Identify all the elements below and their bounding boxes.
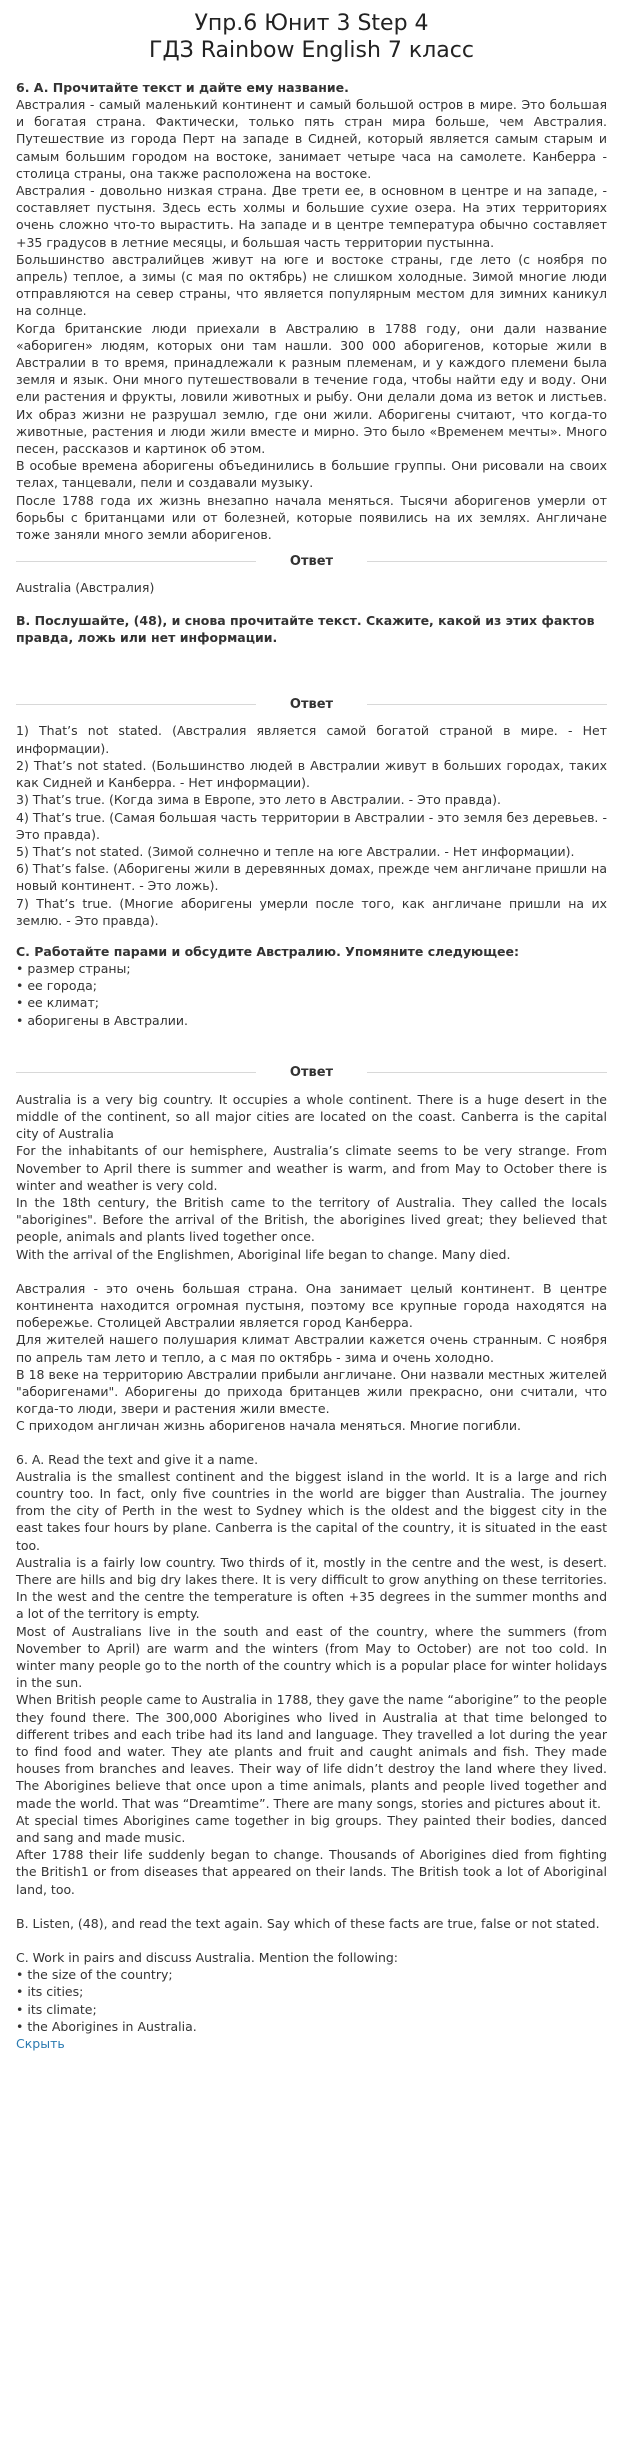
paragraph: With the arrival of the Englishmen, Aboriginal life began to change. Many died.	[16, 1246, 511, 1262]
list-item: • ее города;	[16, 978, 98, 994]
paragraph: В 18 веке на территорию Австралии прибыли англичане. Они назвали местных жителей "аборигенами". Аборигены до прихода британцев жили прекрасно, они считали, что когда-то люди, звери и растения жили вместе.	[16, 1366, 607, 1417]
answer-item: 2) That’s not stated. (Большинство людей в Австралии живут в больших городах, таких как Сидней и Канберра. - Нет информации).	[16, 757, 607, 791]
answer-a: Australia (Австралия)	[16, 580, 155, 596]
divider-line	[367, 561, 607, 562]
list-item: • its cities;	[16, 1984, 84, 2000]
answer-item: 1) That’s not stated. (Австралия является самой богатой страной в мире. - Нет информации).	[16, 723, 607, 756]
divider-line	[367, 1072, 607, 1073]
paragraph: Большинство австралийцев живут на юге и востоке страны, где лето (с ноября по апрель) теплое, а зимы (с мая по октябрь) не слишком холодные. Зимой многие люди отправляются на север страны, что является популярным местом для зимних каникул на солнце.	[16, 251, 607, 319]
list-item: • the Aborigines in Australia.	[16, 2018, 197, 2034]
paragraph: In the 18th century, the British came to the territory of Australia. They called the locals "aborigines". Before the arrival of the British, the aborigines lived great; they believed that people, animals and plants lived together once.	[16, 1194, 607, 1245]
answer-label: Ответ	[289, 696, 334, 712]
answer-b-list	[16, 722, 607, 928]
list-item: • its climate;	[16, 2001, 97, 2017]
paragraph: После 1788 года их жизнь внезапно начала меняться. Тысячи аборигенов умерли от борьбы с британцами или от болезней, которые появились на их землях. Англичане тоже заняли много земли аборигенов.	[16, 492, 607, 543]
divider-line	[16, 561, 256, 562]
paragraph: When British people came to Australia in 1788, they gave the name “aborigine” to the people they found there. The 300,000 Aborigines who lived in Australia at that time belonged to different tribes and each tribe had its land and language. They travelled a lot during the year to find food and water. They ate plants and fruit and caught animals and fish. They made houses from branches and leaves. Their way of life didn’t destroy the land where they lived. The Aborigines believe that once upon a time animals, plants and people lived together and made the world. That was “Dreamtime”. There are many songs, stories and pictures about it.	[16, 1692, 607, 1811]
paragraph: For the inhabitants of our hemisphere, Australia’s climate seems to be very strange. From November to April there is summer and weather is warm, and from May to October there is winter and weather is very cold.	[16, 1143, 607, 1193]
page-title	[16, 0, 607, 64]
original-task-b: B. Listen, (48), and read the text again. Say which of these facts are true, false or not stated.	[16, 1915, 600, 1931]
original-task-c-list	[16, 1966, 607, 2035]
answer-item: 3) That’s true. (Когда зима в Европе, это лето в Австралии. - Это правда).	[16, 792, 501, 808]
paragraph: Most of Australians live in the south and east of the country, where the summers (from November to April) are warm and the winters (from May to October) are not too cold. In winter many people go to the north of the country which is a popular place for winter holidays in the sun.	[16, 1623, 607, 1691]
paragraph: Для жителей нашего полушария климат Австралии кажется очень странным. С ноября по апрель там лето и тепло, а с мая по октябрь - зима и очень холодно.	[16, 1332, 607, 1365]
answer-item: 5) That’s not stated. (Зимой солнечно и тепле на юге Австралии. - Нет информации).	[16, 843, 575, 859]
list-item: • ее климат;	[16, 995, 99, 1011]
divider-line	[16, 1072, 256, 1073]
task-b-heading: B. Послушайте, (48), и снова прочитайте текст. Скажите, какой из этих фактов правда, ложь или нет информации.	[16, 613, 595, 646]
paragraph: Australia is a fairly low country. Two thirds of it, mostly in the centre and the west, is desert. There are hills and big dry lakes there. It is very difficult to grow anything on these territories. In the west and the centre the temperature is often +35 degrees in the summer months and a lot of the territory is empty.	[16, 1554, 607, 1622]
paragraph: Австралия - самый маленький континент и самый большой остров в мире. Это большая и богатая страна. Фактически, только пять стран мира больше, чем Австралия. Путешествие из города Перт на западе в Сидней, который является самым старым и самым большим городом на востоке, занимает четыре часа на самолете. Канберра - столица страны, она также расположена на востоке.	[16, 97, 607, 181]
paragraph: At special times Aborigines came together in big groups. They painted their bodies, danced and sang and made music.	[16, 1812, 607, 1846]
original-heading: 6. A. Read the text and give it a name.	[16, 1451, 259, 1467]
list-item: • аборигены в Австралии.	[16, 1012, 188, 1028]
answer-item: 7) That’s true. (Многие аборигены умерли после того, как англичане пришли на их землю. - Это правда).	[16, 895, 607, 928]
list-item: • the size of the country;	[16, 1967, 173, 1983]
answer-item: 4) That’s true. (Самая большая часть территории в Австралии - это земля без деревьев. - Это правда).	[16, 809, 607, 842]
answer-divider	[16, 686, 607, 722]
paragraph: Когда британские люди приехали в Австралию в 1788 году, они дали название «абориген» людям, которых они там нашли. 300 000 аборигенов, которые жили в Австралии в то время, принадлежали к разным племенам, и у каждого племени была земля и язык. Они много путешествовали в течение года, чтобы найти еду и воду. Они ели растения и фрукты, ловили животных и рыбу. Они делали дома из веток и листьев. Их образ жизни не разрушал землю, где они жили. Аборигены считают, что когда-то животные, растения и люди жили вместе и мирно. Это было «Временем мечты». Много песен, рассказов и картинок об этом.	[16, 320, 607, 457]
answer-divider	[16, 543, 607, 579]
title-line-2: ГДЗ Rainbow English 7 класс	[149, 38, 474, 63]
title-line-1: Упр.6 Юнит 3 Step 4	[194, 11, 429, 36]
paragraph: Австралия - это очень большая страна. Она занимает целый континент. В центре континента находится огромная пустыня, поэтому все крупные города находятся на побережье. Столицей Австралии является город Канберра.	[16, 1280, 607, 1331]
task-a-text	[16, 96, 607, 543]
answer-divider	[16, 1055, 607, 1091]
answer-label: Ответ	[289, 1065, 334, 1081]
list-item: • размер страны;	[16, 960, 131, 976]
task-c-heading: C. Работайте парами и обсудите Австралию. Упомяните следующее:	[16, 943, 519, 959]
hide-link[interactable]: Скрыть	[16, 2036, 65, 2052]
task-c-list	[16, 960, 607, 1029]
answer-label: Ответ	[289, 553, 334, 569]
paragraph: Australia is the smallest continent and the biggest island in the world. It is a large and rich country too. In fact, only five countries in the world are bigger than Australia. The journey from the city of Perth in the west to Sydney which is the oldest and the biggest city in the east takes four hours by plane. Canberra is the capital of the country, it is situated in the east too.	[16, 1468, 607, 1553]
divider-line	[367, 704, 607, 705]
original-task-c: C. Work in pairs and discuss Australia. Mention the following:	[16, 1950, 399, 1966]
paragraph: С приходом англичан жизнь аборигенов начала меняться. Многие погибли.	[16, 1418, 521, 1434]
paragraph: В особые времена аборигены объединились в большие группы. Они рисовали на своих телах, танцевали, пели и создавали музыку.	[16, 458, 607, 491]
paragraph: After 1788 their life suddenly began to change. Thousands of Aborigines died from fighting the British1 or from diseases that appeared on their lands. The British took a lot of Aboriginal land, too.	[16, 1847, 607, 1897]
answer-c-english	[16, 1091, 607, 1263]
task-a-heading: 6. A. Прочитайте текст и дайте ему название.	[16, 80, 349, 95]
answer-item: 6) That’s false. (Аборигены жили в деревянных домах, прежде чем англичане пришли на новый континент. - Это ложь).	[16, 861, 607, 894]
answer-c-russian	[16, 1280, 607, 1435]
paragraph: Australia is a very big country. It occupies a whole continent. There is a huge desert in the middle of the continent, so all major cities are located on the coast. Canberra is the capital city of Australia	[16, 1091, 607, 1142]
paragraph: Австралия - довольно низкая страна. Две трети ее, в основном в центре и на западе, - составляет пустыня. Здесь есть холмы и большие сухие озера. На этих территориях очень сложно что-то вырастить. На западе и в центре температура обычно составляет +35 градусов в летние месяцы, и большая часть территории пустынна.	[16, 183, 607, 250]
divider-line	[16, 704, 256, 705]
original-english-text	[16, 1451, 607, 2036]
